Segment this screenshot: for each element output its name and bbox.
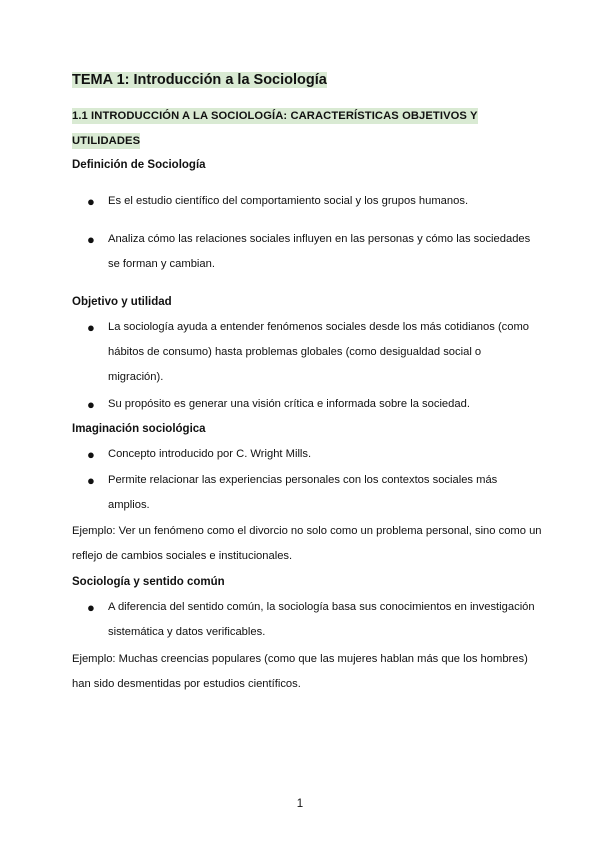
bullet-icon: ●	[87, 232, 95, 247]
bullet-text: La sociología ayuda a entender fenómenos sociales desde los más cotidianos (como hábitos de consumo) hasta problemas globales (como desigualdad social o migración).	[108, 321, 530, 383]
section-heading-text: 1.1 INTRODUCCIÓN A LA SOCIOLOGÍA: CARACTERÍSTICAS OBJETIVOS Y UTILIDADES	[72, 110, 478, 147]
bullet-text: A diferencia del sentido común, la sociología basa sus conocimientos en investigación sistemática y datos verificables.	[108, 601, 535, 638]
bullet-icon: ●	[87, 320, 95, 335]
page-number: 1	[296, 798, 304, 810]
document-title	[72, 70, 327, 90]
section-heading	[72, 104, 532, 154]
bullet-text: Permite relacionar las experiencias personales con los contextos sociales más amplios.	[108, 474, 498, 511]
bullet-text: Es el estudio científico del comportamiento social y los grupos humanos.	[108, 195, 469, 207]
bullet-icon: ●	[87, 397, 95, 412]
bullet-icon: ●	[87, 447, 95, 462]
bullet-text: Su propósito es generar una visión crítica e informada sobre la sociedad.	[108, 398, 470, 410]
bullet-icon: ●	[87, 194, 95, 209]
example-paragraph: Ejemplo: Ver un fenómeno como el divorcio no solo como un problema personal, sino como un reflejo de cambios sociales e institucionales.	[72, 525, 542, 562]
bullet-icon: ●	[87, 473, 95, 488]
bullet-text: Concepto introducido por C. Wright Mills.	[108, 448, 312, 460]
subsection-heading-objetivo: Objetivo y utilidad	[72, 296, 172, 308]
bullet-text: Analiza cómo las relaciones sociales influyen en las personas y cómo las sociedades se forman y cambian.	[108, 233, 531, 270]
subsection-heading-definicion: Definición de Sociología	[72, 159, 206, 171]
subsection-heading-imaginacion: Imaginación sociológica	[72, 423, 206, 435]
document-title-text: TEMA 1: Introducción a la Sociología	[72, 72, 327, 88]
example-paragraph: Ejemplo: Muchas creencias populares (como que las mujeres hablan más que los hombres) han sido desmentidas por estudios científicos.	[72, 653, 528, 690]
subsection-heading-sentido-comun: Sociología y sentido común	[72, 576, 225, 588]
bullet-icon: ●	[87, 600, 95, 615]
